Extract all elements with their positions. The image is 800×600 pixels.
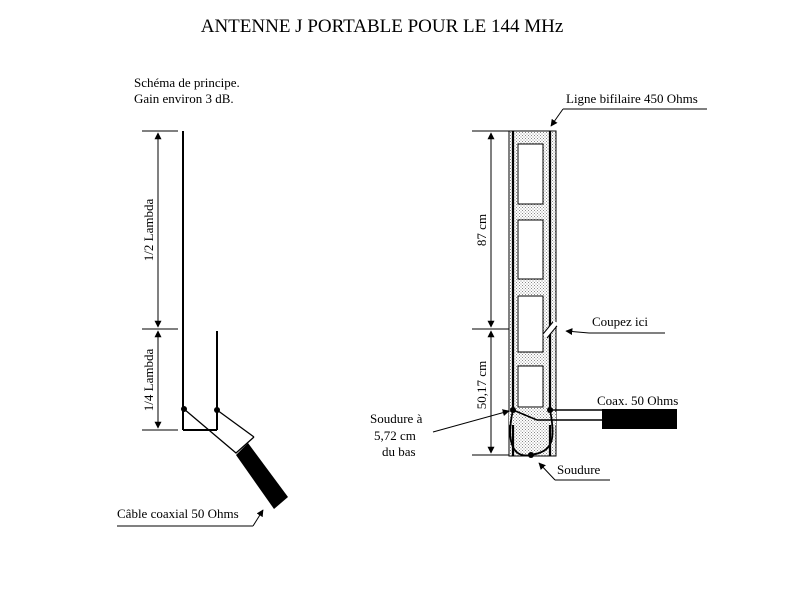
label-coax-cable: Câble coaxial 50 Ohms (117, 506, 239, 521)
twin-lead-window-2 (518, 220, 543, 279)
coax-cable-right (602, 409, 677, 429)
label-weld-line1: Soudure à (370, 411, 423, 426)
label-weld-line2: 5,72 cm (374, 428, 416, 443)
diagram-title: ANTENNE J PORTABLE POUR LE 144 MHz (200, 16, 564, 37)
solder-point-bottom (528, 452, 534, 458)
label-87cm: 87 cm (474, 213, 489, 247)
label-twin-lead: Ligne bifilaire 450 Ohms (566, 91, 698, 106)
twin-lead-window-3 (518, 296, 543, 352)
label-weld-line3: du bas (382, 444, 416, 459)
construction-diagram (370, 91, 707, 480)
leader-solder (539, 463, 555, 480)
label-coax: Coax. 50 Ohms (597, 393, 679, 408)
label-solder: Soudure (557, 462, 601, 477)
leader-coax-cable (253, 510, 263, 526)
j-element (183, 131, 217, 430)
caption-gain: Gain environ 3 dB. (134, 91, 234, 106)
leader-twin-lead (551, 109, 563, 126)
caption-schematic: Schéma de principe. (134, 75, 240, 90)
feed-point-right (214, 407, 220, 413)
schematic-diagram (117, 75, 288, 526)
label-5017cm: 50,17 cm (474, 360, 489, 410)
coax-cable-left (236, 443, 288, 509)
label-cut-here: Coupez ici (592, 314, 648, 329)
label-quarter-lambda: 1/4 Lambda (141, 348, 156, 412)
leader-weld (433, 411, 509, 432)
label-half-lambda: 1/2 Lambda (141, 198, 156, 262)
feed-point-left (181, 406, 187, 412)
twin-lead-window-4 (518, 366, 543, 407)
leader-cut-here (566, 331, 589, 333)
twin-lead-window-1 (518, 144, 543, 204)
